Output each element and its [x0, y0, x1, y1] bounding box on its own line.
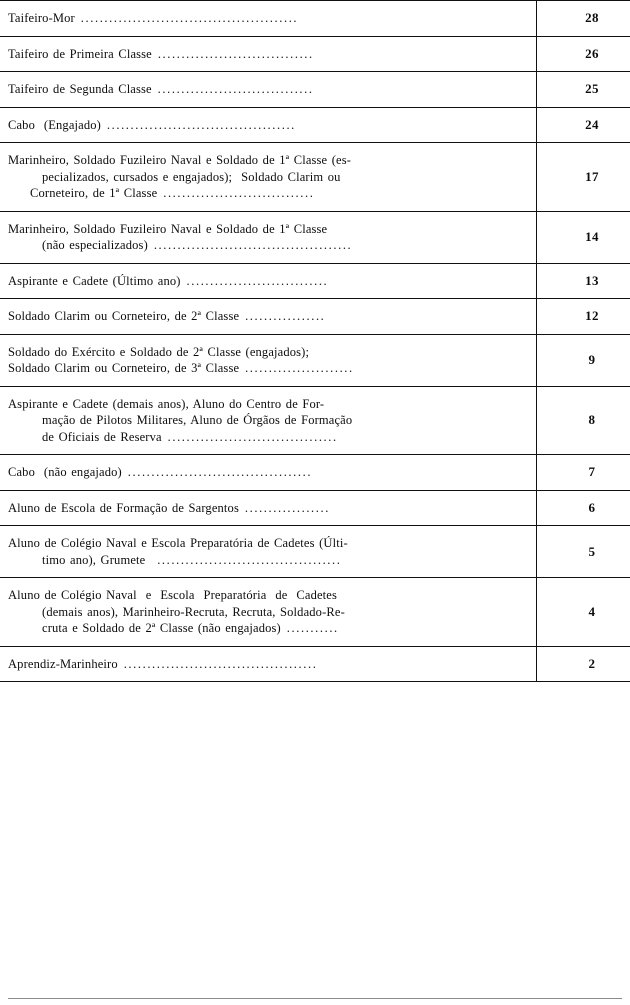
rank-value-cell: 6	[537, 490, 630, 526]
rank-label-line-1: Taifeiro de Segunda Classe	[8, 82, 152, 96]
leader-dots: .......................................	[145, 552, 342, 567]
rank-label-line-1: Aluno de Colégio Naval e Escola Preparatória de Cadetes	[8, 588, 338, 602]
rank-value-cell: 14	[537, 211, 630, 263]
rank-value-cell: 25	[537, 72, 630, 108]
rank-value-cell: 26	[537, 36, 630, 72]
rank-label-cell	[0, 72, 537, 108]
rank-label-cell	[0, 455, 537, 491]
leader-dots: ................................	[157, 186, 315, 200]
rank-value-cell: 4	[537, 578, 630, 647]
rank-label-cell	[0, 1, 537, 37]
table-row	[0, 526, 630, 578]
rank-label-cell	[0, 646, 537, 682]
page-bottom-rule	[8, 998, 622, 999]
rank-label-line-2: pecializados, cursados e engajados); Soldado Clarim ou	[42, 169, 341, 184]
rank-label-line-1: Aluno de Colégio Naval e Escola Preparatória de Cadetes (Últi-	[8, 536, 348, 550]
rank-value-cell: 7	[537, 455, 630, 491]
rank-label-line-1: Marinheiro, Soldado Fuzileiro Naval e Soldado de 1ª Classe	[8, 221, 328, 236]
rank-label-line-1: Cabo (não engajado)	[8, 465, 122, 479]
rank-label-line-3: Corneteiro, de 1ª Classe ................................	[30, 186, 315, 200]
leader-dots: ........................................	[100, 117, 296, 132]
rank-label-line-1: Cabo (Engajado)	[8, 117, 101, 132]
rank-label-line-3: de Oficiais de Reserva ....................................	[42, 429, 338, 444]
rank-label-line-1: Soldado do Exército e Soldado de 2ª Classe (engajados);	[8, 344, 310, 359]
rank-value-cell: 9	[537, 334, 630, 386]
table-body	[0, 1, 630, 682]
table-row	[0, 646, 630, 682]
leader-dots: ..........................................	[147, 238, 353, 252]
leader-dots: ..................	[238, 500, 330, 515]
rank-value-cell: 8	[537, 386, 630, 455]
leader-dots: .........................................	[117, 656, 318, 671]
rank-label-line-1: Soldado Clarim ou Corneteiro, de 2ª Classe	[8, 309, 240, 323]
table-row	[0, 263, 630, 299]
leader-dots: .................................	[151, 46, 314, 61]
rank-label-cell	[0, 263, 537, 299]
rank-value-cell: 13	[537, 263, 630, 299]
table-row	[0, 1, 630, 37]
rank-label-line-1: Aluno de Escola de Formação de Sargentos	[8, 500, 239, 515]
rank-value-cell: 28	[537, 1, 630, 37]
rank-label-cell	[0, 334, 537, 386]
rank-label-cell	[0, 299, 537, 335]
rank-label-line-1: Marinheiro, Soldado Fuzileiro Naval e Soldado de 1ª Classe (es-	[8, 153, 352, 167]
rank-value-cell: 24	[537, 107, 630, 143]
rank-value-cell: 5	[537, 526, 630, 578]
rank-label-line-2: (não especializados) ..........................................	[42, 238, 353, 252]
rank-label-line-2: mação de Pilotos Militares, Aluno de Órgãos de Formação	[42, 413, 353, 427]
table-row	[0, 299, 630, 335]
leader-dots: .................	[239, 309, 326, 323]
rank-label-cell	[0, 36, 537, 72]
table-row	[0, 455, 630, 491]
rank-label-line-1: Aspirante e Cadete (demais anos), Aluno do Centro de For-	[8, 396, 325, 411]
rank-label-line-1: Taifeiro-Mor	[8, 11, 75, 25]
leader-dots: ....................................	[161, 429, 338, 444]
rank-value-cell: 12	[537, 299, 630, 335]
table-row	[0, 386, 630, 455]
rank-label-line-2: Soldado Clarim ou Corneteiro, de 3ª Classe .......................	[8, 361, 354, 375]
leader-dots: ..............................	[180, 273, 329, 288]
rank-label-cell	[0, 211, 537, 263]
rank-label-cell	[0, 386, 537, 455]
table-row	[0, 72, 630, 108]
rank-value-cell: 2	[537, 646, 630, 682]
table-row	[0, 490, 630, 526]
rank-label-line-2: timo ano), Grumete .......................................	[42, 552, 342, 567]
rank-label-cell	[0, 143, 537, 212]
rank-label-cell	[0, 526, 537, 578]
rank-label-line-2: (demais anos), Marinheiro-Recruta, Recruta, Soldado-Re-	[42, 604, 345, 619]
table-row	[0, 334, 630, 386]
rank-label-cell	[0, 578, 537, 647]
table-row	[0, 36, 630, 72]
table-row	[0, 143, 630, 212]
rank-label-cell	[0, 107, 537, 143]
table-row	[0, 578, 630, 647]
leader-dots: .......................	[239, 361, 354, 375]
table-row	[0, 211, 630, 263]
rank-label-line-1: Aprendiz-Marinheiro	[8, 656, 118, 671]
rank-label-line-1: Aspirante e Cadete (Último ano)	[8, 273, 181, 288]
rank-label-line-1: Taifeiro de Primeira Classe	[8, 46, 152, 61]
rank-label-cell	[0, 490, 537, 526]
rank-value-cell: 17	[537, 143, 630, 212]
leader-dots: ..............................................	[74, 11, 299, 25]
leader-dots: .......................................	[121, 465, 313, 479]
leader-dots: ...........	[280, 621, 339, 635]
leader-dots: .................................	[151, 82, 314, 96]
table-row	[0, 107, 630, 143]
rank-label-line-3: cruta e Soldado de 2ª Classe (não engajados) ...........	[42, 621, 339, 635]
